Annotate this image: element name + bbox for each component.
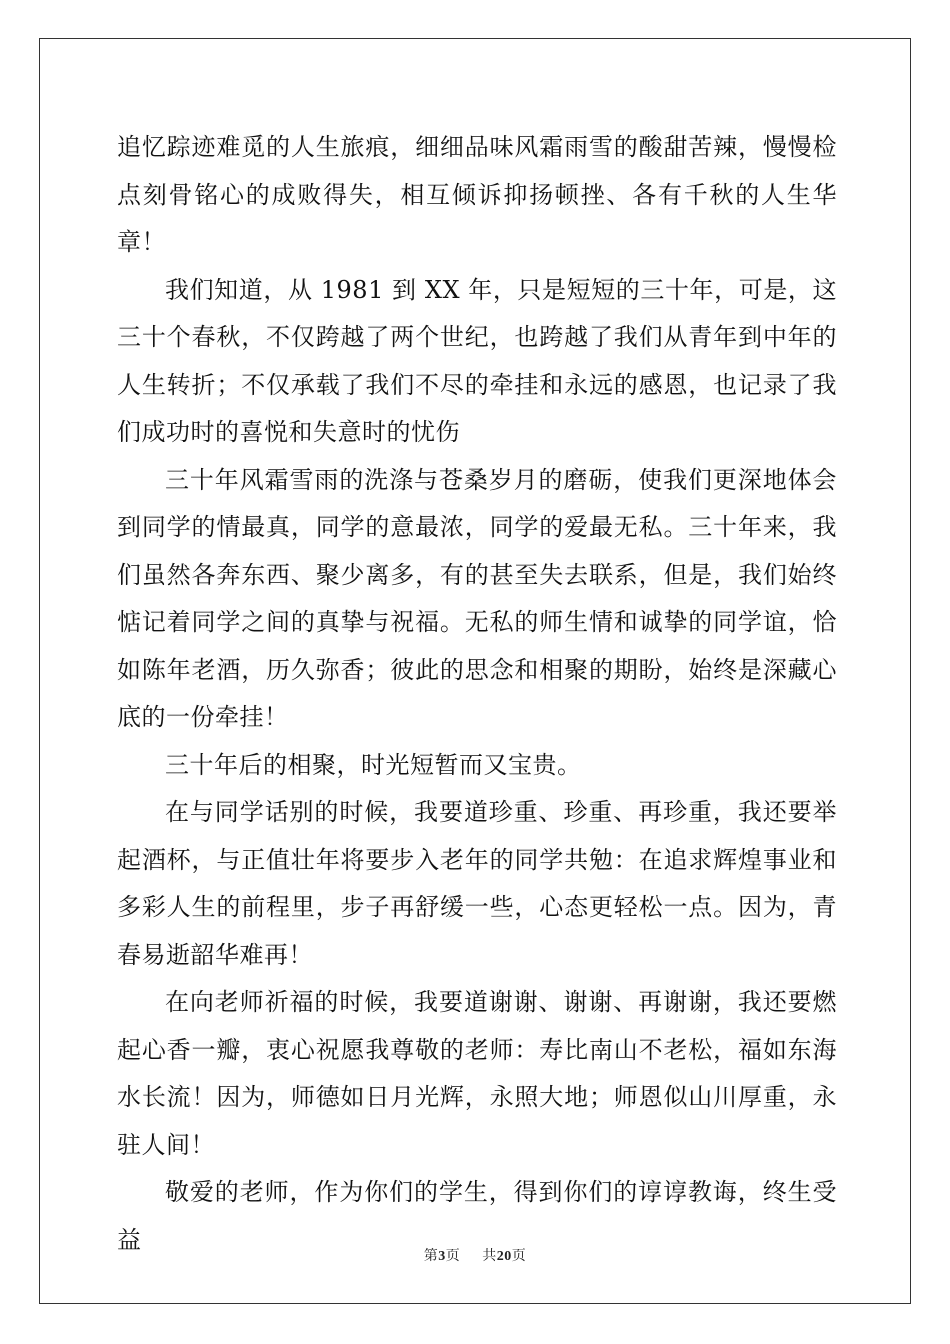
paragraph-1: 追忆踪迹难觅的人生旅痕，细细品味风霜雨雪的酸甜苦辣，慢慢检点刻骨铭心的成败得失，相互倾诉抑扬顿挫、各有千秋的人生华章！: [117, 133, 837, 256]
page-number: 3: [438, 1249, 446, 1264]
paragraph-7: 敬爱的老师，作为你们的学生，得到你们的谆谆教诲，终生受益: [117, 1178, 837, 1254]
document-body: [117, 124, 837, 1264]
paragraph-5: 在与同学话别的时候，我要道珍重、珍重、再珍重，我还要举起酒杯，与正值壮年将要步入老年的同学共勉：在追求辉煌事业和多彩人生的前程里，步子再舒缓一些，心态更轻松一点。因为，青春易逝韶华难再！: [117, 798, 837, 969]
paragraph-6: 在向老师祈福的时候，我要道谢谢、谢谢、再谢谢，我还要燃起心香一瓣，衷心祝愿我尊敬的老师：寿比南山不老松，福如东海水长流！因为，师德如日月光辉，永照大地；师恩似山川厚重，永驻人间！: [117, 988, 837, 1159]
total-pages: 20: [496, 1249, 512, 1264]
page-prefix: 第: [423, 1248, 439, 1264]
paragraph-2: 我们知道，从 1981 到 XX 年，只是短短的三十年，可是，这三十个春秋，不仅跨越了两个世纪，也跨越了我们从青年到中年的人生转折；不仅承载了我们不尽的牵挂和永远的感恩，也记录了我们成功时的喜悦和失意时的忧伤: [117, 275, 837, 446]
paragraph-4: 三十年后的相聚，时光短暂而又宝贵。: [165, 750, 582, 779]
page-footer: [0, 1245, 950, 1265]
page-suffix: 页: [445, 1248, 461, 1264]
total-suffix: 页: [511, 1248, 527, 1264]
total-prefix: 共: [482, 1248, 497, 1264]
paragraph-3: 三十年风霜雪雨的洗涤与苍桑岁月的磨砺，使我们更深地体会到同学的情最真，同学的意最浓，同学的爱最无私。三十年来，我们虽然各奔东西、聚少离多，有的甚至失去联系，但是，我们始终惦记着同学之间的真挚与祝福。无私的师生情和诚挚的同学谊，恰如陈年老酒，历久弥香；彼此的思念和相聚的期盼，始终是深藏心底的一份牵挂！: [117, 465, 837, 731]
